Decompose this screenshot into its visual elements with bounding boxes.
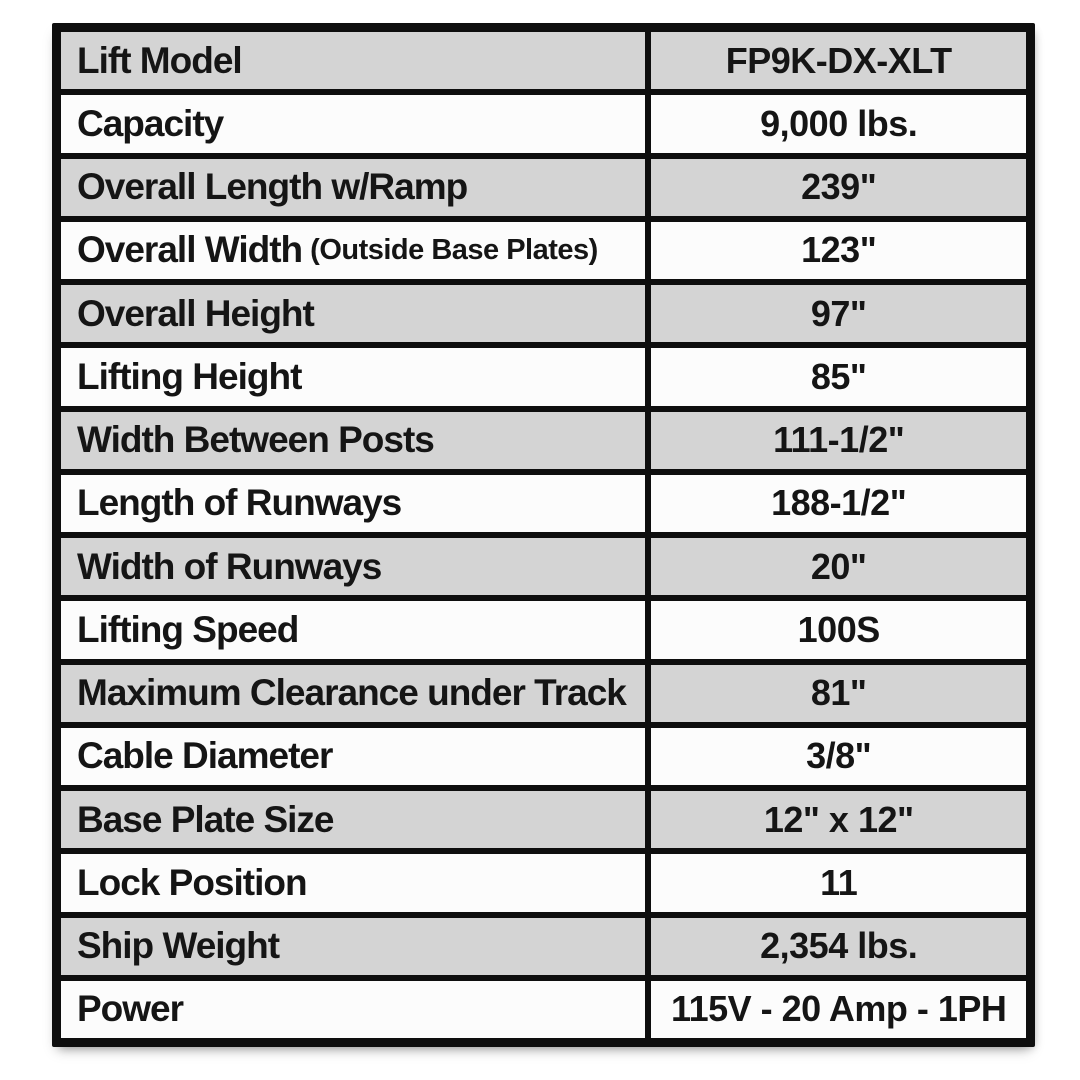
spec-label-cell — [61, 728, 645, 785]
spec-value: FP9K-DX-XLT — [651, 32, 1026, 89]
spec-label: Capacity — [77, 102, 224, 144]
spec-value: 239" — [651, 159, 1026, 216]
spec-label: Lock Position — [77, 861, 307, 903]
spec-value: 81" — [651, 665, 1026, 722]
spec-value: 12" x 12" — [651, 791, 1026, 848]
spec-label-cell — [61, 412, 645, 469]
spec-label: Base Plate Size — [77, 798, 334, 840]
spec-value: 111-1/2" — [651, 412, 1026, 469]
spec-value: 20" — [651, 538, 1026, 595]
spec-value: 115V - 20 Amp - 1PH — [651, 981, 1026, 1038]
spec-label: Lifting Height — [77, 355, 302, 397]
spec-value: 85" — [651, 348, 1026, 405]
spec-label-cell — [61, 918, 645, 975]
spec-label-cell — [61, 348, 645, 405]
spec-value: 97" — [651, 285, 1026, 342]
spec-label: Lift Model — [77, 39, 242, 81]
spec-label: Lifting Speed — [77, 608, 299, 650]
spec-label-cell — [61, 854, 645, 911]
spec-label: Maximum Clearance under Track — [77, 672, 626, 714]
spec-label-cell — [61, 285, 645, 342]
spec-label-cell — [61, 538, 645, 595]
spec-label: Overall Length w/Ramp — [77, 166, 468, 208]
spec-label-cell — [61, 981, 645, 1038]
spec-label-cell — [61, 95, 645, 152]
spec-value: 2,354 lbs. — [651, 918, 1026, 975]
spec-value: 11 — [651, 854, 1026, 911]
spec-label-cell — [61, 791, 645, 848]
spec-label: Width of Runways — [77, 545, 382, 587]
spec-label-cell — [61, 32, 645, 89]
spec-label: Ship Weight — [77, 925, 280, 967]
spec-label: Overall Height — [77, 292, 314, 334]
spec-label: Cable Diameter — [77, 735, 333, 777]
spec-label: Power — [77, 988, 184, 1030]
spec-value: 188-1/2" — [651, 475, 1026, 532]
spec-label-note: (Outside Base Plates) — [310, 233, 598, 266]
spec-label: Length of Runways — [77, 482, 402, 524]
spec-label-cell — [61, 665, 645, 722]
spec-label-cell — [61, 601, 645, 658]
spec-label: Width Between Posts — [77, 419, 434, 461]
spec-label-cell — [61, 475, 645, 532]
spec-label: Overall Width — [77, 229, 303, 271]
spec-value: 100S — [651, 601, 1026, 658]
spec-value: 3/8" — [651, 728, 1026, 785]
spec-label-cell — [61, 159, 645, 216]
spec-value: 9,000 lbs. — [651, 95, 1026, 152]
spec-table — [52, 23, 1035, 1047]
spec-label-cell — [61, 222, 645, 279]
spec-value: 123" — [651, 222, 1026, 279]
